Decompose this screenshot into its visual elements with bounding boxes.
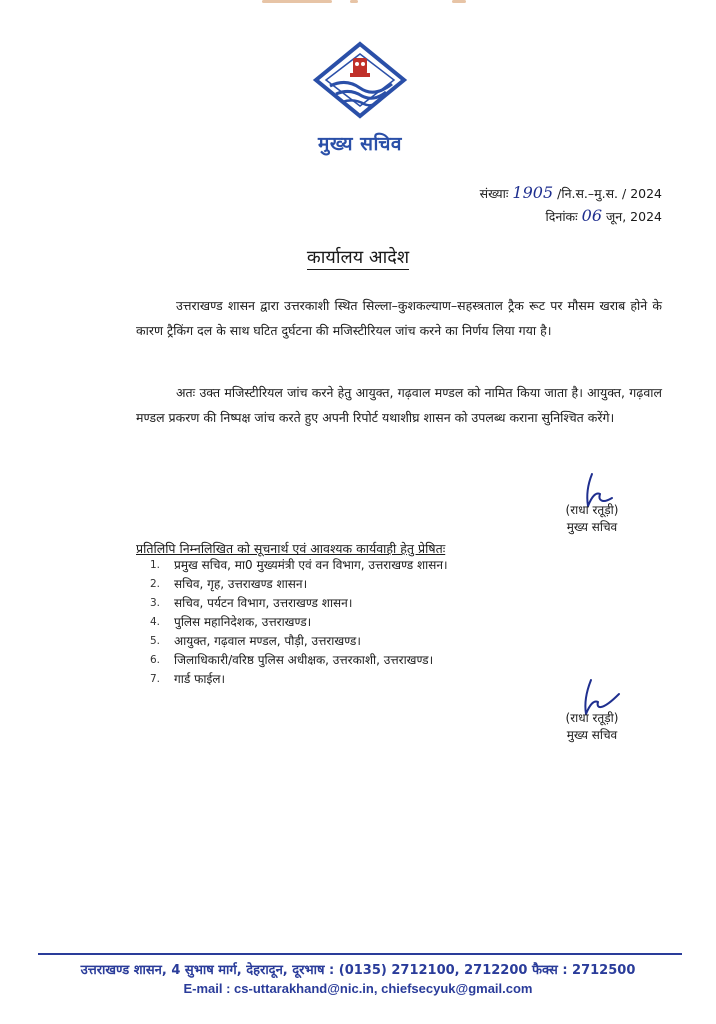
copy-to-item-text: पुलिस महानिदेशक, उत्तराखण्ड। bbox=[174, 615, 312, 629]
footer-address: उत्तराखण्ड शासन, 4 सुभाष मार्ग, देहरादून, दूरभाष : (0135) 2712100, 2712200 फैक्स : 2712500 bbox=[80, 963, 636, 978]
copy-to-item-number: 4. bbox=[150, 616, 161, 628]
copy-to-heading: प्रतिलिपि निम्नलिखित को सूचनार्थ एवं आवश्यक कार्यवाही हेतु प्रेषितः bbox=[136, 541, 446, 556]
reference-block bbox=[480, 182, 662, 228]
footer-email: E-mail : cs-uttarakhand@nic.in, chiefsecyuk@gmail.com bbox=[183, 981, 533, 996]
logo-caption: मुख्य सचिव bbox=[317, 133, 402, 155]
body-paragraph-1: उत्तराखण्ड शासन द्वारा उत्तरकाशी स्थित सिल्ला–कुशकल्याण–सहस्त्रताल ट्रैक रूट पर मौसम खराब होने के कारण ट्रैकिंग दल के साथ घटित दुर्घटना की मजिस्टीरियल जांच करने का निर्णय लिया गया है। bbox=[136, 298, 662, 338]
copy-to-item-text: जिलाधिकारी/वरिष्ठ पुलिस अधीक्षक, उत्तरकाशी, उत्तराखण्ड। bbox=[174, 653, 434, 667]
copy-to-item bbox=[150, 670, 448, 689]
title-text: कार्यालय आदेश bbox=[306, 247, 410, 268]
copy-to-item bbox=[150, 594, 448, 613]
copy-to-item-text: प्रमुख सचिव, मा0 मुख्यमंत्री एवं वन विभाग, उत्तराखण्ड शासन। bbox=[174, 558, 448, 572]
signature-block-1 bbox=[532, 472, 652, 536]
dinank-day-handwritten: 06 bbox=[581, 206, 603, 225]
document-title bbox=[0, 245, 716, 269]
sankhya-number-handwritten: 1905 bbox=[512, 183, 554, 202]
copy-to-list bbox=[150, 556, 448, 689]
copy-to-item-number: 6. bbox=[150, 654, 161, 666]
signatory-name-2: (राधा रतूड़ी) bbox=[565, 711, 619, 725]
dinank-line bbox=[480, 205, 662, 228]
copy-to-item bbox=[150, 575, 448, 594]
copy-to-item bbox=[150, 632, 448, 651]
copy-to-item bbox=[150, 613, 448, 632]
body-paragraph-2: अतः उक्त मजिस्टीरियल जांच करने हेतु आयुक्त, गढ़वाल मण्डल को नामित किया जाता है। आयुक्त, गढ़वाल मण्डल प्रकरण की निष्पक्ष जांच करते हुए अपनी रिपोर्ट यथाशीघ्र शासन को उपलब्ध कराना सुनिश्चित करेंगे। bbox=[136, 385, 662, 425]
signatory-name-1: (राधा रतूड़ी) bbox=[565, 503, 619, 517]
uttarakhand-emblem-logo bbox=[312, 40, 408, 124]
sankhya-line bbox=[480, 182, 662, 205]
copy-to-item bbox=[150, 651, 448, 670]
dinank-rest: जून, 2024 bbox=[606, 209, 662, 224]
sankhya-label: संख्याः bbox=[479, 186, 509, 201]
copy-to-item-number: 1. bbox=[150, 559, 161, 571]
dinank-label: दिनांकः bbox=[545, 209, 578, 224]
copy-to-item-text: आयुक्त, गढ़वाल मण्डल, पौड़ी, उत्तराखण्ड। bbox=[174, 634, 361, 648]
sankhya-suffix: /नि.स.–मु.स. / 2024 bbox=[557, 186, 662, 201]
copy-to-item-text: सचिव, पर्यटन विभाग, उत्तराखण्ड शासन। bbox=[174, 596, 353, 610]
signatory-designation-1: मुख्य सचिव bbox=[566, 520, 618, 534]
copy-to-item-text: सचिव, गृह, उत्तराखण्ड शासन। bbox=[174, 577, 308, 591]
copy-to-item-text: गार्ड फाईल। bbox=[174, 672, 226, 686]
copy-to-item bbox=[150, 556, 448, 575]
copy-to-item-number: 2. bbox=[150, 578, 161, 590]
top-edge-marks bbox=[0, 0, 716, 6]
signatory-designation-2: मुख्य सचिव bbox=[566, 728, 618, 742]
signature-block-2 bbox=[532, 678, 652, 744]
copy-to-item-number: 3. bbox=[150, 597, 161, 609]
copy-to-item-number: 5. bbox=[150, 635, 161, 647]
copy-to-item-number: 7. bbox=[150, 673, 161, 685]
footer-divider bbox=[38, 953, 682, 955]
